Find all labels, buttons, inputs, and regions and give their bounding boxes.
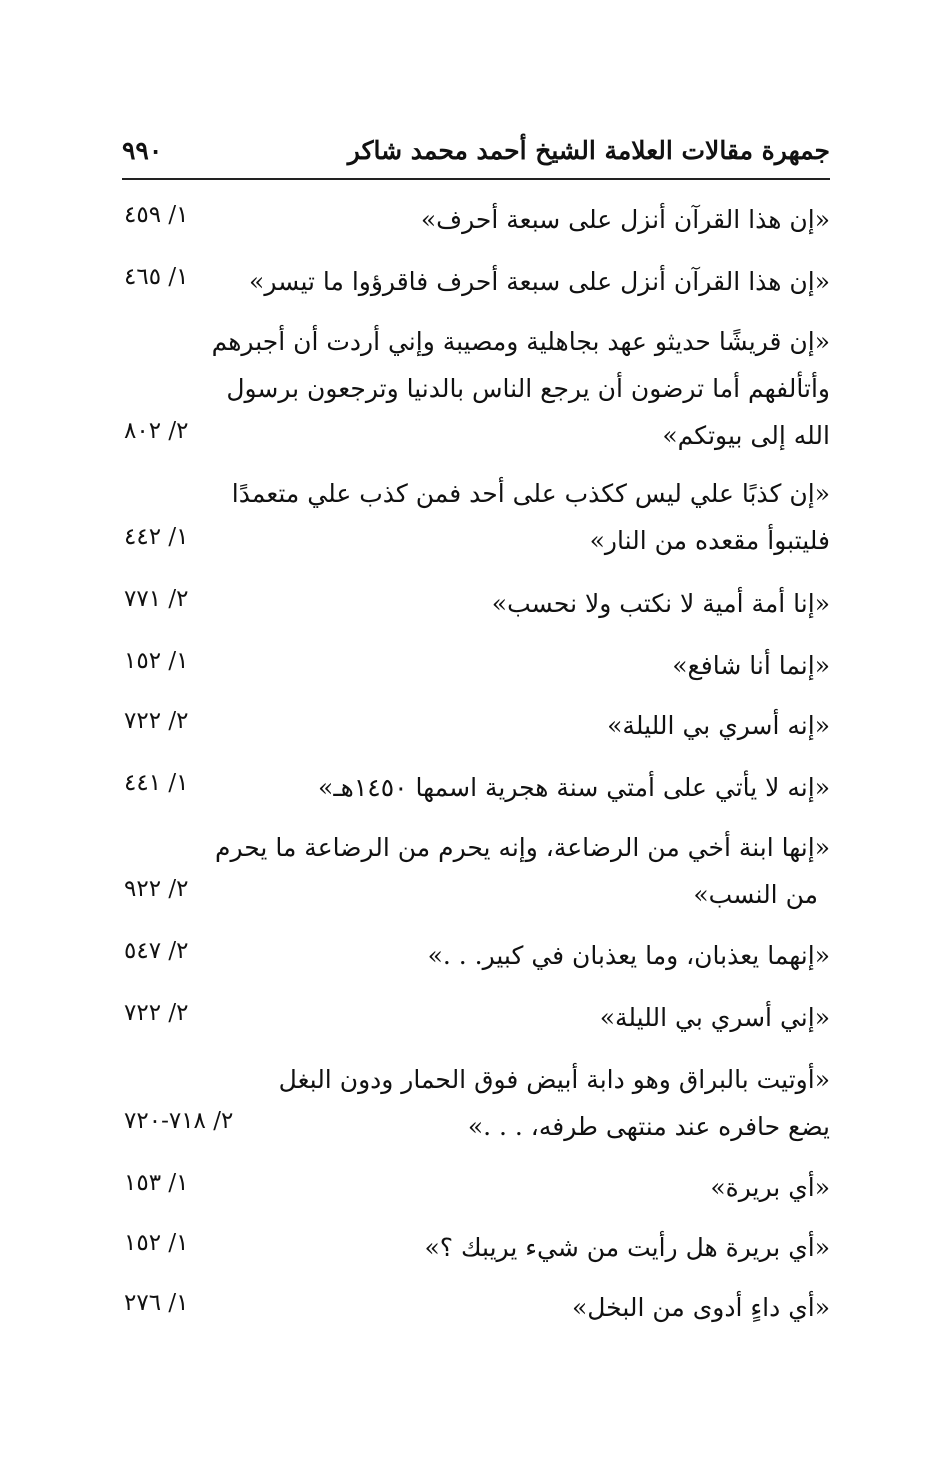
entry-reference: ١/ ١٥٣ (124, 1170, 189, 1196)
entry-line: «إنه لا يأتي على أمتي سنة هجرية اسمها ١٤٥٠هـ» (318, 773, 830, 802)
entry-reference: ١/ ٤٤١ (124, 770, 189, 796)
entry-text (710, 1164, 830, 1211)
entry-line: «إن كذبًا علي ليس ككذب على أحد فمن كذب علي متعمدًا (231, 479, 830, 508)
entry-line: «إنها ابنة أخي من الرضاعة، وإنه يحرم من الرضاعة ما يحرم (215, 833, 830, 862)
index-entry (110, 580, 830, 630)
entry-line: «إنما أنا شافع» (672, 651, 830, 680)
entry-text (318, 764, 830, 811)
entry-line: يضع حافره عند منتهى طرفه، . . .» (467, 1112, 830, 1141)
index-entry (110, 642, 830, 692)
running-header (122, 130, 830, 176)
entry-reference: ١/ ٢٧٦ (124, 1290, 189, 1316)
entry-reference: ١/ ٤٦٥ (124, 264, 189, 290)
entry-text (232, 470, 830, 564)
entry-line: «إن هذا القرآن أنزل على سبعة أحرف» (420, 205, 830, 234)
entry-text (492, 580, 830, 627)
entry-reference: ١/ ٤٤٢ (124, 524, 189, 550)
entry-line: «إنه أسري بي الليلة» (607, 711, 830, 740)
entry-line: «إنهما يعذبان، وما يعذبان في كبير. . .» (427, 941, 830, 970)
index-entry (110, 1056, 830, 1154)
index-entry (110, 1224, 830, 1274)
entry-reference: ٢/ ٩٢٢ (124, 876, 189, 902)
entry-text (279, 1056, 830, 1150)
entry-line: «إنا أمة أمية لا نكتب ولا نحسب» (491, 589, 830, 618)
entry-reference: ١/ ١٥٢ (124, 1230, 189, 1256)
book-title: جمهرة مقالات العلامة الشيخ أحمد محمد شاكر (347, 136, 830, 165)
index-entry (110, 258, 830, 308)
entry-line: «إن قريشًا حديثو عهد بجاهلية ومصيبة وإني أردت أن أجبرهم (211, 327, 830, 356)
entry-reference: ٢/ ٨٠٢ (124, 418, 189, 444)
entry-line: من النسب» (693, 880, 818, 909)
entry-line: الله إلى بيوتكم» (662, 421, 830, 450)
index-entry (110, 764, 830, 814)
entry-text (424, 1224, 830, 1271)
entry-line: فليتبوأ مقعده من النار» (589, 526, 830, 555)
entry-reference: ١/ ٤٥٩ (124, 202, 189, 228)
entry-text (249, 258, 830, 305)
index-entry (110, 994, 830, 1044)
entry-line: «إن هذا القرآن أنزل على سبعة أحرف فاقرؤوا ما تيسر» (249, 267, 830, 296)
entry-reference: ١/ ١٥٢ (124, 648, 189, 674)
entry-line: «أي داءٍ أدوى من البخل» (571, 1293, 830, 1322)
entry-reference: ٢/ ٧٢٢ (124, 1000, 189, 1026)
index-entry (110, 702, 830, 752)
entry-text (672, 642, 830, 689)
entry-text (421, 196, 830, 243)
header-rule (122, 178, 830, 180)
entry-reference: ٢/ ٧٧١ (124, 586, 189, 612)
entry-line: «أوتيت بالبراق وهو دابة أبيض فوق الحمار ودون البغل (278, 1065, 830, 1094)
index-entry (110, 196, 830, 246)
entry-line: «أي بريرة» (710, 1173, 830, 1202)
entry-line: وأتألفهم أما ترضون أن يرجع الناس بالدنيا وترجعون برسول (226, 374, 830, 403)
index-entry (110, 1164, 830, 1214)
page-number: ٩٩٠ (122, 136, 163, 165)
entry-text (212, 318, 830, 459)
entry-reference: ٢/ ٧١٨-٧٢٠ (124, 1108, 234, 1134)
entry-text (600, 994, 830, 1041)
entry-reference: ٢/ ٧٢٢ (124, 708, 189, 734)
entry-line: «إني أسري بي الليلة» (599, 1003, 830, 1032)
entry-text (428, 932, 830, 979)
index-entry (110, 318, 830, 463)
index-entry (110, 932, 830, 982)
index-entry (110, 470, 830, 568)
index-entry (110, 1284, 830, 1334)
entry-text (215, 824, 830, 918)
entry-line: «أي بريرة هل رأيت من شيء يريبك ؟» (424, 1233, 830, 1262)
index-entry (110, 824, 830, 922)
entry-text (572, 1284, 830, 1331)
entry-text (607, 702, 830, 749)
entry-reference: ٢/ ٥٤٧ (124, 938, 189, 964)
